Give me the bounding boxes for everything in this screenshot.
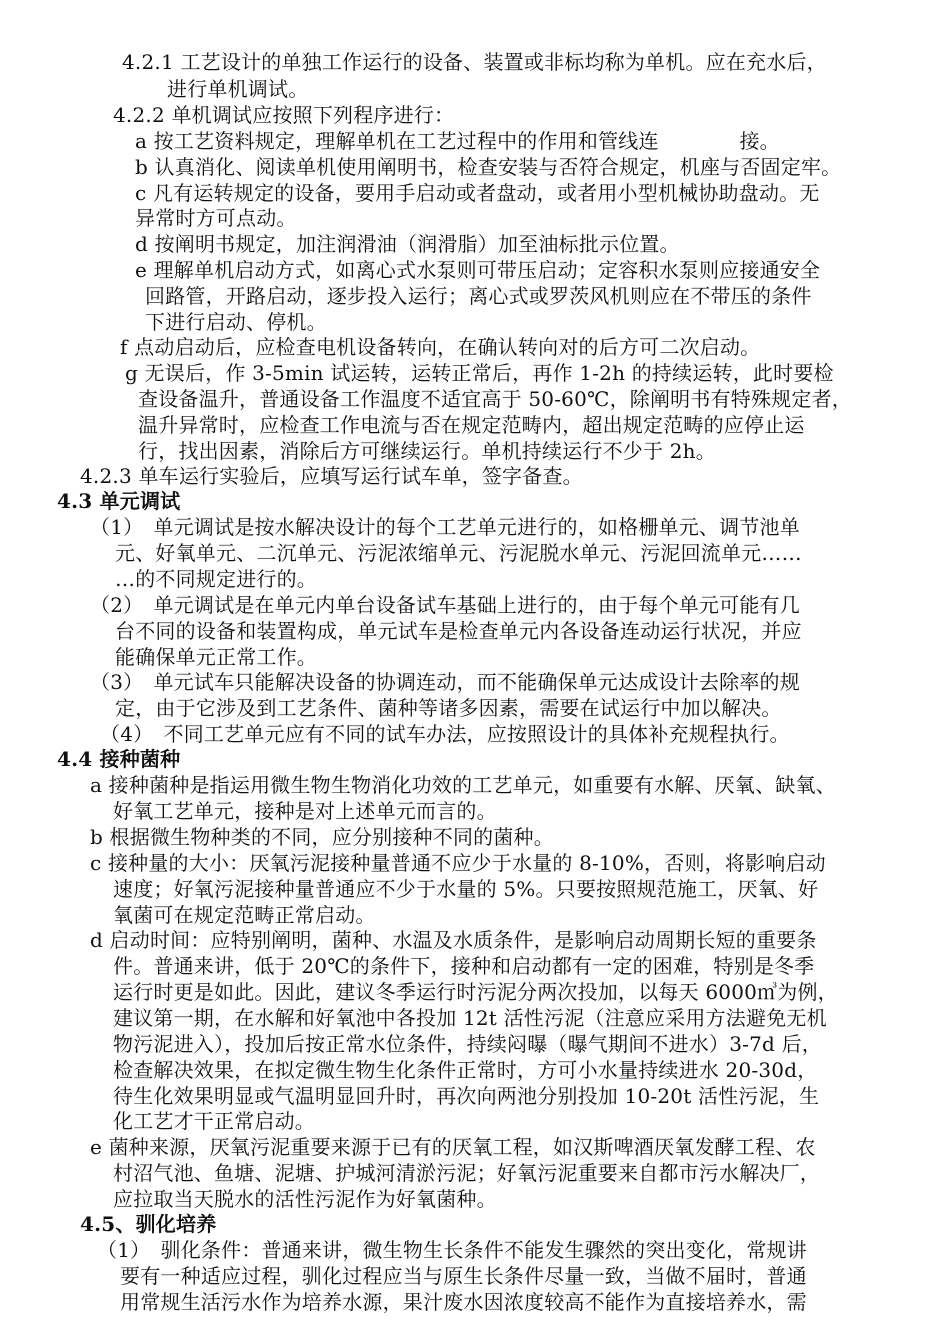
text-line: g 无误后，作 3-5min 试运转，运转正常后，再作 1-2h 的持续运转，此时要检 xyxy=(125,361,834,385)
text-line: 下进行启动、停机。 xyxy=(145,310,327,334)
text-line: 4.2.3 单车运行实验后，应填写运行试车单，签字备查。 xyxy=(80,464,583,488)
section-heading: 4.4 接种菌种 xyxy=(57,747,181,771)
text-line: 应拉取当天脱水的活性污泥作为好氧菌种。 xyxy=(113,1187,497,1211)
text-line: 要有一种适应过程，驯化过程应当与原生长条件尽量一致，当做不届时，普通 xyxy=(120,1264,807,1288)
text-line: 能确保单元正常工作。 xyxy=(115,645,317,669)
text-line: 查设备温升，普通设备工作温度不适宜高于 50-60℃，除阐明书有特殊规定者， xyxy=(138,387,852,411)
text-line: …的不同规定进行的。 xyxy=(115,567,317,591)
text-line: 物污泥进入），投加后按正常水位条件，持续闷曝（曝气期间不进水）3-7d 后， xyxy=(113,1032,822,1056)
text-line: d 按阐明书规定，加注润滑油（润滑脂）加至油标批示位置。 xyxy=(135,232,680,256)
text-line: 好氧工艺单元，接种是对上述单元而言的。 xyxy=(113,799,497,823)
text-line: 台不同的设备和装置构成，单元试车是检查单元内各设备连动运行状况，并应 xyxy=(115,619,802,643)
text-line: 待生化效果明显或气温明显回升时，再次向两池分别投加 10-20t 活性污泥，生 xyxy=(113,1084,820,1108)
text-line: 进行单机调试。 xyxy=(167,77,309,101)
text-line: 村沼气池、鱼塘、泥塘、护城河清淤污泥；好氧污泥重要来自都市污水解决厂， xyxy=(113,1161,820,1185)
text-line: 用常规生活污水作为培养水源，果汁废水因浓度较高不能作为直接培养水，需 xyxy=(120,1290,807,1314)
text-line: 温升异常时，应检查工作电流与否在规定范畴内，超出规定范畴的应停止运 xyxy=(138,413,805,437)
text-line: 定，由于它涉及到工艺条件、菌种等诸多因素，需要在试运行中加以解决。 xyxy=(115,696,782,720)
text-line: 行，找出因素，消除后方可继续运行。单机持续运行不少于 2h。 xyxy=(138,439,716,463)
text-line: d 启动时间：应特别阐明，菌种、水温及水质条件，是影响启动周期长短的重要条 xyxy=(90,928,817,952)
text-line: 速度；好氧污泥接种量普通应不少于水量的 5%。只要按照规范施工，厌氧、好 xyxy=(113,877,819,901)
text-line: e 菌种来源，厌氧污泥重要来源于已有的厌氧工程，如汉斯啤酒厌氧发酵工程、农 xyxy=(90,1135,816,1159)
text-line: 氧菌可在规定范畴正常启动。 xyxy=(113,903,376,927)
text-line: 建议第一期，在水解和好氧池中各投加 12t 活性污泥（注意应采用方法避免无机 xyxy=(113,1006,827,1030)
text-line: f 点动启动后，应检查电机设备转向，在确认转向对的后方可二次启动。 xyxy=(120,335,761,359)
text-line: c 接种量的大小：厌氧污泥接种量普通不应少于水量的 8-10%，否则，将影响启动 xyxy=(90,851,826,875)
text-line: 件。普通来讲，低于 20℃的条件下，接种和启动都有一定的困难，特别是冬季 xyxy=(113,954,815,978)
text-line: 化工艺才干正常启动。 xyxy=(113,1109,315,1133)
text-line: 异常时方可点动。 xyxy=(135,206,297,230)
text-line: （2） 单元调试是在单元内单台设备试车基础上进行的，由于每个单元可能有几 xyxy=(90,593,800,617)
text-line: b 根据微生物种类的不同，应分别接种不同的菌种。 xyxy=(90,825,554,849)
section-heading: 4.3 单元调试 xyxy=(57,489,181,513)
text-line: e 理解单机启动方式，如离心式水泵则可带压启动；定容积水泵则应接通安全 xyxy=(135,258,821,282)
text-line: （3） 单元试车只能解决设备的协调连动，而不能确保单元达成设计去除率的规 xyxy=(90,670,800,694)
text-line: 运行时更是如此。因此，建议冬季运行时污泥分两次投加，以每天 6000㎥为例， xyxy=(113,980,838,1004)
text-line: 4.2.1 工艺设计的单独工作运行的设备、装置或非标均称为单机。应在充水后， xyxy=(122,50,827,74)
text-line: a 接种菌种是指运用微生物生物消化功效的工艺单元，如重要有水解、厌氧、缺氧、 xyxy=(90,773,836,797)
text-line: （1） 驯化条件：普通来讲，微生物生长条件不能发生骤然的突出变化，常规讲 xyxy=(97,1238,807,1262)
section-heading: 4.5、驯化培养 xyxy=(80,1212,217,1236)
text-line: c 凡有运转规定的设备，要用手启动或者盘动，或者用小型机械协助盘动。无 xyxy=(135,181,820,205)
text-line: （4） 不同工艺单元应有不同的试车办法，应按照设计的具体补充规程执行。 xyxy=(100,722,790,746)
text-line: b 认真消化、阅读单机使用阐明书，检查安装与否符合规定，机座与否固定牢。 xyxy=(135,155,842,179)
text-line: a 按工艺资料规定，理解单机在工艺过程中的作用和管线连 接。 xyxy=(135,129,780,153)
text-line: 回路管，开路启动，逐步投入运行；离心式或罗茨风机则应在不带压的条件 xyxy=(145,284,812,308)
text-line: 4.2.2 单机调试应按照下列程序进行： xyxy=(113,103,455,127)
text-line: （1） 单元调试是按水解决设计的每个工艺单元进行的，如格栅单元、调节池单 xyxy=(90,515,800,539)
text-line: 元、好氧单元、二沉单元、污泥浓缩单元、污泥脱水单元、污泥回流单元…… xyxy=(115,541,802,565)
text-line: 检查解决效果，在拟定微生物生化条件正常时，方可小水量持续进水 20-30d， xyxy=(113,1058,818,1082)
